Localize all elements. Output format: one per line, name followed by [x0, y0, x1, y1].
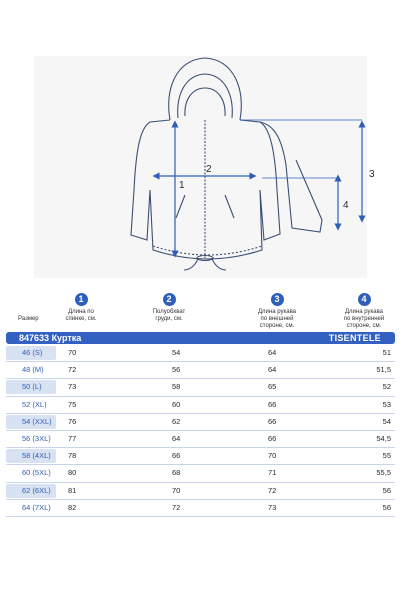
- size-column-label: Размер: [18, 316, 39, 322]
- product-code-value: 847633: [19, 333, 50, 343]
- size-table: [6, 345, 395, 517]
- header-text: Длина рукава: [257, 309, 297, 315]
- header-text: Длина рукава: [344, 309, 384, 315]
- table-row: [6, 345, 395, 362]
- back-length-cell: 82: [68, 502, 77, 512]
- table-row: [6, 431, 395, 448]
- header-text: по внешней: [260, 316, 294, 322]
- table-row: [6, 465, 395, 482]
- size-cell: 60 (5XL): [22, 468, 51, 478]
- label-3: 3: [369, 169, 375, 180]
- table-row: [6, 379, 395, 396]
- back-length-cell: 78: [68, 451, 77, 461]
- product-bar: [6, 332, 395, 344]
- label-1: 1: [179, 180, 185, 191]
- sleeve-inner-cell: 54,5: [376, 433, 391, 443]
- back-length-cell: 81: [68, 485, 77, 495]
- sleeve-outer-cell: 66: [268, 416, 277, 426]
- sleeve-outer-cell: 73: [268, 502, 277, 512]
- sleeve-inner-cell: 53: [382, 399, 391, 409]
- jacket-diagram: [0, 0, 400, 290]
- sleeve-outer-cell: 70: [268, 451, 277, 461]
- sleeve-inner-cell: 56: [382, 485, 391, 495]
- half-chest-cell: 66: [172, 451, 181, 461]
- header-text: стороне, см.: [346, 323, 382, 329]
- half-chest-cell: 60: [172, 399, 181, 409]
- size-cell: 64 (7XL): [22, 502, 51, 512]
- back-length-cell: 75: [68, 399, 77, 409]
- size-cell: 56 (3XL): [22, 433, 51, 443]
- number-badge: 2: [163, 293, 176, 306]
- table-row: [6, 362, 395, 379]
- sleeve-outer-cell: 64: [268, 365, 277, 375]
- table-row: [6, 397, 395, 414]
- table-row: [6, 500, 395, 517]
- size-cell: 62 (6XL): [6, 484, 56, 498]
- sleeve-outer-cell: 66: [268, 399, 277, 409]
- half-chest-cell: 56: [172, 365, 181, 375]
- table-row: [6, 414, 395, 431]
- half-chest-cell: 64: [172, 433, 181, 443]
- label-4: 4: [343, 200, 349, 211]
- header-col-3: [251, 293, 303, 330]
- header-text: спинке, см.: [65, 316, 97, 322]
- header-text: Полуобхват: [152, 309, 186, 315]
- half-chest-cell: 68: [172, 468, 181, 478]
- back-length-cell: 77: [68, 433, 77, 443]
- label-2: 2: [206, 164, 212, 175]
- sleeve-inner-cell: 52: [382, 382, 391, 392]
- back-length-cell: 80: [68, 468, 77, 478]
- header-text: стороне, см.: [259, 323, 295, 329]
- back-length-cell: 72: [68, 365, 77, 375]
- sleeve-inner-cell: 51: [382, 348, 391, 357]
- size-cell: 48 (M): [22, 365, 44, 375]
- half-chest-cell: 58: [172, 382, 181, 392]
- header-text: груди, см.: [155, 316, 183, 322]
- half-chest-cell: 54: [172, 348, 181, 357]
- number-badge: 3: [271, 293, 284, 306]
- size-cell: 52 (XL): [22, 399, 47, 409]
- back-length-cell: 76: [68, 416, 77, 426]
- header-text: Длина по: [68, 309, 94, 315]
- half-chest-cell: 72: [172, 502, 181, 512]
- size-cell: 46 (S): [6, 346, 56, 360]
- back-length-cell: 70: [68, 348, 77, 357]
- sleeve-inner-cell: 56: [382, 502, 391, 512]
- table-row: [6, 483, 395, 500]
- sleeve-inner-cell: 55,5: [376, 468, 391, 478]
- size-cell: 50 (L): [6, 380, 56, 394]
- sleeve-outer-cell: 72: [268, 485, 277, 495]
- number-badge: 1: [75, 293, 88, 306]
- size-cell: 54 (XXL): [6, 415, 56, 429]
- back-length-cell: 73: [68, 382, 77, 392]
- size-cell: 58 (4XL): [6, 449, 56, 463]
- number-badge: 4: [358, 293, 371, 306]
- header-col-4: [338, 293, 390, 330]
- sleeve-outer-cell: 64: [268, 348, 277, 357]
- brand-name: TISENTELE: [328, 333, 381, 343]
- header-col-1: [58, 293, 104, 323]
- sleeve-outer-cell: 65: [268, 382, 277, 392]
- header-text: по внутренней: [343, 316, 385, 322]
- product-code: [19, 332, 81, 344]
- table-row: [6, 448, 395, 465]
- sleeve-inner-cell: 51,5: [376, 365, 391, 375]
- half-chest-cell: 62: [172, 416, 181, 426]
- product-name: Куртка: [51, 333, 82, 343]
- sleeve-inner-cell: 55: [382, 451, 391, 461]
- header-col-2: [146, 293, 192, 323]
- sleeve-inner-cell: 54: [382, 416, 391, 426]
- sleeve-outer-cell: 66: [268, 433, 277, 443]
- table-header: [0, 293, 400, 331]
- sleeve-outer-cell: 71: [268, 468, 277, 478]
- half-chest-cell: 70: [172, 485, 181, 495]
